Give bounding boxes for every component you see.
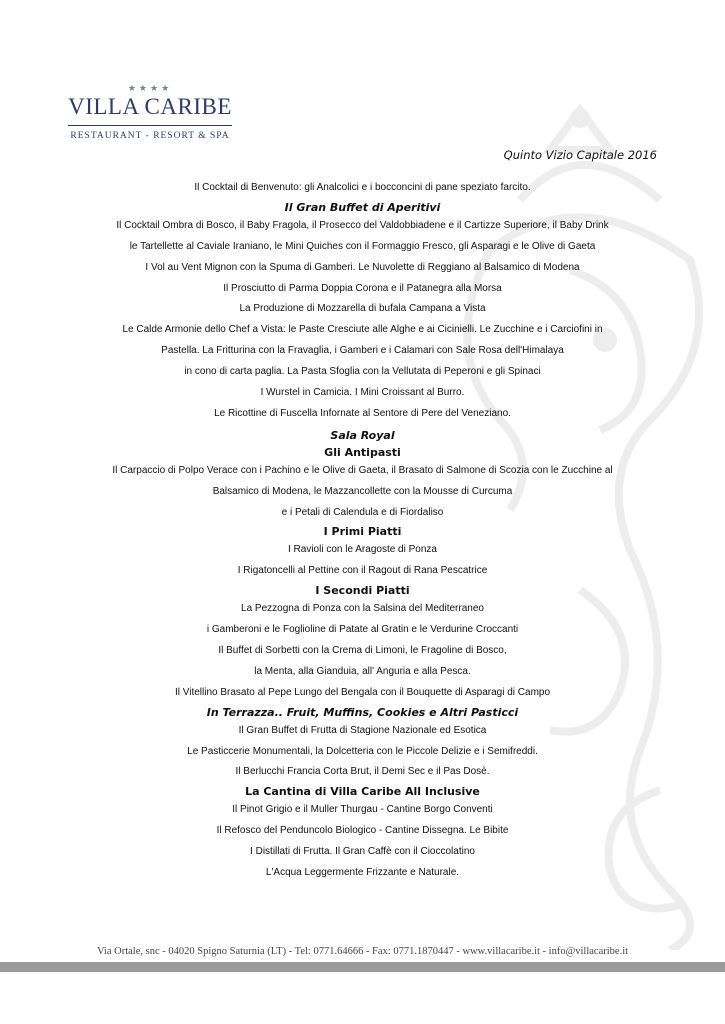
section-heading-secondi: I Secondi Piatti	[315, 584, 410, 598]
menu-line: I Vol au Vent Mignon con la Spuma di Gamberi. Le Nuvolette di Reggiano al Balsamico di Modena	[145, 261, 580, 273]
footer-bar	[0, 962, 725, 972]
section-heading-sala-royal: Sala Royal	[330, 428, 395, 442]
menu-line: Il Carpaccio di Polpo Verace con i Pachino e le Olive di Gaeta, il Brasato di Salmone di Scozia con le Zucchine al	[112, 464, 613, 476]
menu-line: Il Pinot Grigio e il Muller Thurgau - Cantine Borgo Conventi	[232, 804, 493, 816]
menu-line: Le Pasticcerie Monumentali, la Dolcetteria con le Piccole Delizie e i Semifreddi.	[187, 745, 538, 757]
section-subheading-antipasti: Gli Antipasti	[324, 445, 401, 459]
menu-line: Il Berlucchi Francia Corta Brut, il Demi Sec e il Pas Dosè.	[235, 766, 490, 778]
menu-line: Il Cocktail Ombra di Bosco, il Baby Fragola, il Prosecco del Valdobbiadene e il Cartizze Superiore, il Baby Drink	[116, 219, 609, 231]
menu-line: Il Vitellino Brasato al Pepe Lungo del Bengala con il Bouquette di Asparagi di Campo	[174, 686, 551, 698]
menu-line: le Tartellette al Caviale Iraniano, le Mini Quiches con il Formaggio Fresco, gli Asparagi e le Olive di Gaeta	[129, 240, 596, 252]
menu-line: I Distillati di Frutta. Il Gran Caffè con il Cioccolatino	[250, 846, 475, 858]
menu-line: L'Acqua Leggermente Frizzante e Naturale.	[265, 867, 460, 879]
rating-stars: ★★★★	[127, 84, 173, 94]
menu-line: La Produzione di Mozzarella di bufala Campana a Vista	[239, 303, 486, 315]
menu-line: Il Prosciutto di Parma Doppia Corona e il Patanegra alla Morsa	[223, 282, 502, 294]
menu-line: La Pezzogna di Ponza con la Salsina del Mediterraneo	[241, 603, 484, 615]
menu-title: Quinto Vizio Capitale 2016	[503, 148, 657, 162]
menu-line: Il Buffet di Sorbetti con la Crema di Limoni, le Fragoline di Bosco,	[218, 645, 507, 657]
logo-tagline: RESTAURANT - RESORT & SPA	[70, 131, 230, 141]
section-heading-cantina: La Cantina di Villa Caribe All Inclusive	[245, 785, 480, 799]
menu-line: Il Gran Buffet di Frutta di Stagione Nazionale ed Esotica	[238, 724, 487, 736]
menu-line: Le Calde Armonie dello Chef a Vista: le Paste Cresciute alle Alghe e ai Cicinielli. Le Zucchine e i Carciofini in	[122, 324, 603, 336]
company-logo	[68, 84, 232, 141]
welcome-line: Il Cocktail di Benvenuto: gli Analcolici e i bocconcini di pane speziato farcito.	[194, 182, 531, 193]
menu-line: Le Ricottine di Fuscella Infornate al Sentore di Pere del Veneziano.	[214, 407, 511, 419]
menu-line: e i Petali di Calendula e di Fiordaliso	[281, 506, 444, 518]
logo-divider	[68, 125, 232, 126]
section-heading-primi: I Primi Piatti	[323, 525, 402, 539]
menu-line: I Rigatoncelli al Pettine con il Ragout di Rana Pescatrice	[237, 565, 488, 577]
menu-line: la Menta, alla Gianduia, all' Anguria e alla Pesca.	[254, 665, 471, 677]
menu-line: I Ravioli con le Aragoste di Ponza	[288, 544, 437, 556]
menu-line: Balsamico di Modena, le Mazzancollette con la Mousse di Curcuma	[212, 485, 513, 497]
menu-line: I Wurstel in Camicia. I Mini Croissant al Burro.	[260, 387, 465, 399]
footer-contact-info: Via Ortale, snc - 04020 Spigno Saturnia (LT) - Tel: 0771.64666 - Fax: 0771.1870447 - www.villacaribe.it - info@villacaribe.it	[96, 946, 629, 957]
menu-line: in cono di carta paglia. La Pasta Sfoglia con la Vellutata di Peperoni e gli Spinaci	[184, 366, 541, 378]
menu-line: Il Refosco del Penduncolo Biologico - Cantine Dissegna. Le Bibite	[216, 825, 509, 837]
section-heading-terrazza: In Terrazza.. Fruit, Muffins, Cookies e Altri Pasticci	[206, 705, 519, 719]
menu-body	[40, 178, 685, 884]
logo-name: VILLA CARIBE	[68, 94, 232, 119]
section-heading-aperitivi: Il Gran Buffet di Aperitivi	[284, 200, 441, 214]
menu-line: i Gamberoni e le Foglioline di Patate al Gratin e le Verdurine Croccanti	[206, 624, 519, 636]
menu-line: Pastella. La Fritturina con la Fravaglia, i Gamberi e i Calamari con Sale Rosa dell'Himalaya	[161, 345, 564, 357]
